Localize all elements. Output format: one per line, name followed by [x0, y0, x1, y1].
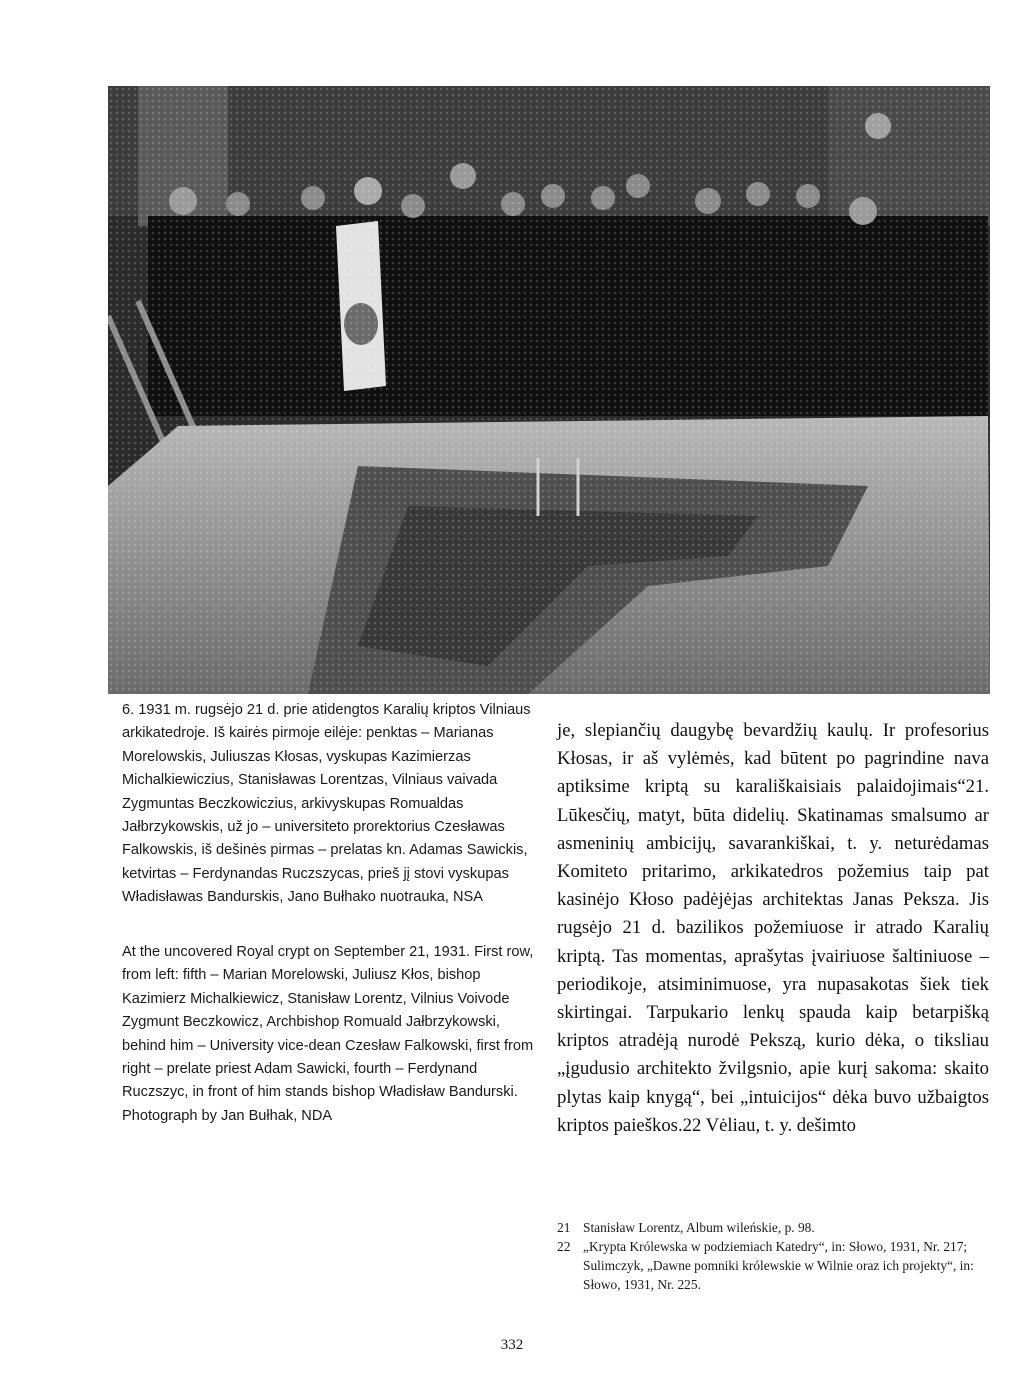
footnotes [557, 1218, 989, 1294]
caption-en-text: At the uncovered Royal crypt on September 21, 1931. First row, from left: fifth – Marian Morelowski, Juliusz Kłos, bishop Kazimierz Michalkiewicz, Stanisław Lorentz, Vilnius Voivode Zygmunt Beczkowicz, Archbishop Romuald Jałbrzykowski, behind him – University vice-dean Czesław Falkowski, first from right – prelate priest Adam Sawicki, fourth – Ferdynand Ruczszyc, in front of him stands bishop Władisław Bandurski. Photograph by Jan Bułhak, NDA [122, 944, 534, 1124]
footnote-number: 22 [557, 1239, 571, 1254]
caption-lt-text: 6. 1931 m. rugsėjo 21 d. prie atidengtos Karalių kriptos Vilniaus arkikatedroje. Iš kairės pirmoje eilėje: penktas – Marianas Morelowskis, Juliuszas Kłosas, vyskupas Kazimierzas Michalkiewiczius, Stanisławas Lorentzas, Vilniaus vaivada Zygmuntas Beczkowiczius, arkivyskupas Romualdas Jałbrzykowskis, už jo – universiteto prorektorius Czesławas Falkowskis, iš dešinės pirmas – prelatas kn. Adamas Sawickis, ketvirtas – Ferdynandas Ruczszycas, prieš jį stovi vyskupas Władisławas Bandurskis, Jano Bułhako nuotrauka, NSA [122, 702, 531, 906]
footnote-number: 21 [557, 1220, 571, 1235]
photo-caption-lithuanian [122, 699, 534, 910]
photo-caption-english [122, 941, 534, 1128]
body-paragraph: je, slepiančių daugybę bevardžių kaulų. Ir profesorius Kłosas, ir aš vylėmės, kad būtent po pagrindine nava aptiksime kriptą su karališkaisiais palaidojimais“21. Lūkesčių, matyt, būta didelių. Skatinamas smalsumo ar asmeninių ambicijų, savarankiškai, t. y. neturėdamas Komiteto pritarimo, arkikatedros požemius taip pat kasinėjo Kłoso padėjėjas architektas Janas Peksza. Jis rugsėjo 21 d. bazilikos požemiuose ir atrado Karalių kriptą. Tas momentas, aprašytas įvairiuose šaltiniuose – periodikoje, atsiminimuose, yra nupasakotas šiek tiek skirtingai. Tarpukario lenkų spauda kaip betarpišką kriptos atradėją nurodė Pekszą, kurio dėka, o tiksliau „įgudusio architekto žvilgsnio, apie kurį sakoma: skaito plytas kaip knygą“, bei „intuicijos“ dėka buvo užbaigtos kriptos paieškos.22 Vėliau, t. y. dešimto [557, 720, 989, 1136]
page-number: 332 [500, 1337, 524, 1353]
archival-photograph [108, 86, 990, 694]
footnote-text: „Krypta Królewska w podziemiach Katedry“, in: Słowo, 1931, Nr. 217; Sulimczyk, „Dawne pomniki królewskie w Wilnie oraz ich projekty“, in: Słowo, 1931, Nr. 225. [583, 1239, 974, 1292]
footnote [557, 1218, 989, 1237]
footnote [557, 1237, 989, 1294]
footnote-text: Stanisław Lorentz, Album wileńskie, p. 98. [583, 1220, 815, 1235]
body-text-column [557, 717, 989, 1140]
